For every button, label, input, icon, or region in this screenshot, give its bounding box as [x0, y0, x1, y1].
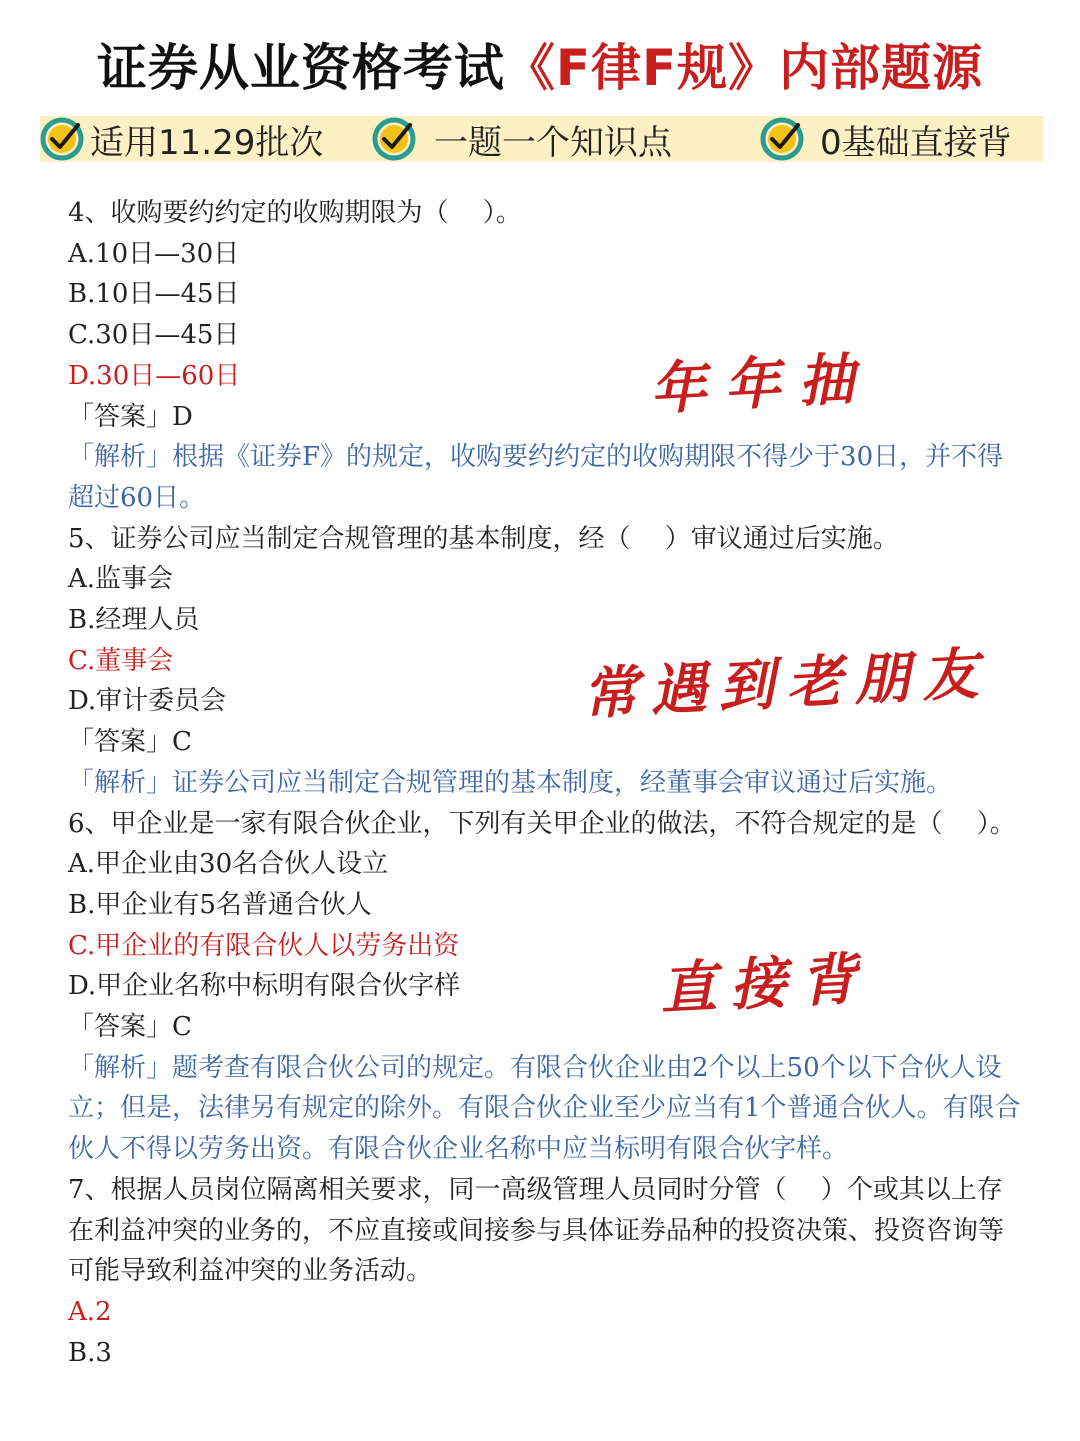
feature-item-knowledge: [372, 116, 672, 162]
handwritten-note-old-friend: 常遇到老朋友: [580, 640, 992, 728]
question-5-answer: 「答案」C: [68, 727, 192, 758]
question-4-option-c: C.30日—45日: [68, 320, 240, 351]
question-4-option-a: A.10日—30日: [68, 238, 240, 269]
check-circle-icon: [760, 117, 804, 161]
check-circle-icon: [40, 117, 84, 161]
check-circle-icon: [372, 117, 416, 161]
question-6-answer: 「答案」C: [68, 1012, 192, 1043]
question-5-option-b: B.经理人员: [68, 605, 200, 636]
question-6-option-b: B.甲企业有5名普通合伙人: [68, 889, 372, 920]
question-4-option-d-correct: D.30日—60日: [68, 360, 241, 391]
question-4-stem: 4、收购要约约定的收购期限为（ ）。: [68, 198, 522, 228]
question-6-explanation: 「解析」题考查有限合伙公司的规定。有限合伙企业由2个以上50个以下合伙人设立；但是，法律另有规定的除外。有限合伙企业至少应当有1个普通合伙人。有限合伙人不得以劳务出资。有限合伙企业名称中应当标明有限合伙字样。: [68, 1052, 1021, 1165]
question-5-option-c-correct: C.董事会: [68, 645, 174, 676]
feature-label: 一题一个知识点: [434, 122, 672, 163]
feature-label: 适用11.29批次: [90, 122, 324, 163]
question-6-stem: 6、甲企业是一家有限合伙企业，下列有关甲企业的做法，不符合规定的是（ ）。: [68, 808, 1016, 839]
question-list: [68, 193, 1028, 1373]
question-6-option-a: A.甲企业由30名合伙人设立: [68, 849, 389, 880]
feature-label: 0基础直接背: [820, 122, 1012, 163]
handwritten-note-memorize: 直接背: [658, 945, 872, 1023]
question-7-stem: 7、根据人员岗位隔离相关要求，同一高级管理人员同时分管（ ）个或其以上存在利益冲突的业务的，不应直接或间接参与具体证券品种的投资决策、投资咨询等可能导致利益冲突的业务活动。: [68, 1174, 1005, 1287]
question-6-option-c-correct: C.甲企业的有限合伙人以劳务出资: [68, 930, 460, 961]
title-main: 证券从业资格考试: [96, 39, 505, 97]
feature-bar: [40, 116, 1043, 162]
question-5-option-d: D.审计委员会: [68, 686, 227, 717]
handwritten-note-every-year: 年年抽: [648, 345, 874, 423]
question-5-explanation: 「解析」证券公司应当制定合规管理的基本制度，经董事会审议通过后实施。: [68, 767, 953, 798]
page-title: [0, 28, 1080, 100]
feature-item-basics: [760, 116, 1012, 162]
title-highlight: 《F律F规》内部题源: [504, 39, 984, 97]
feature-item-batch: [40, 116, 323, 162]
question-7-option-a-correct: A.2: [68, 1296, 112, 1327]
question-6-option-d: D.甲企业名称中标明有限合伙字样: [68, 971, 461, 1002]
question-4-explanation: 「解析」根据《证券F》的规定，收购要约约定的收购期限不得少于30日，并不得超过60日。: [68, 442, 1004, 513]
question-4-answer: 「答案」D: [68, 401, 193, 432]
question-7-option-b: B.3: [68, 1337, 112, 1368]
question-4-option-b: B.10日—45日: [68, 279, 240, 310]
question-5-stem: 5、证券公司应当制定合规管理的基本制度，经（ ）审议通过后实施。: [68, 523, 899, 554]
question-5-option-a: A.监事会: [68, 564, 174, 595]
